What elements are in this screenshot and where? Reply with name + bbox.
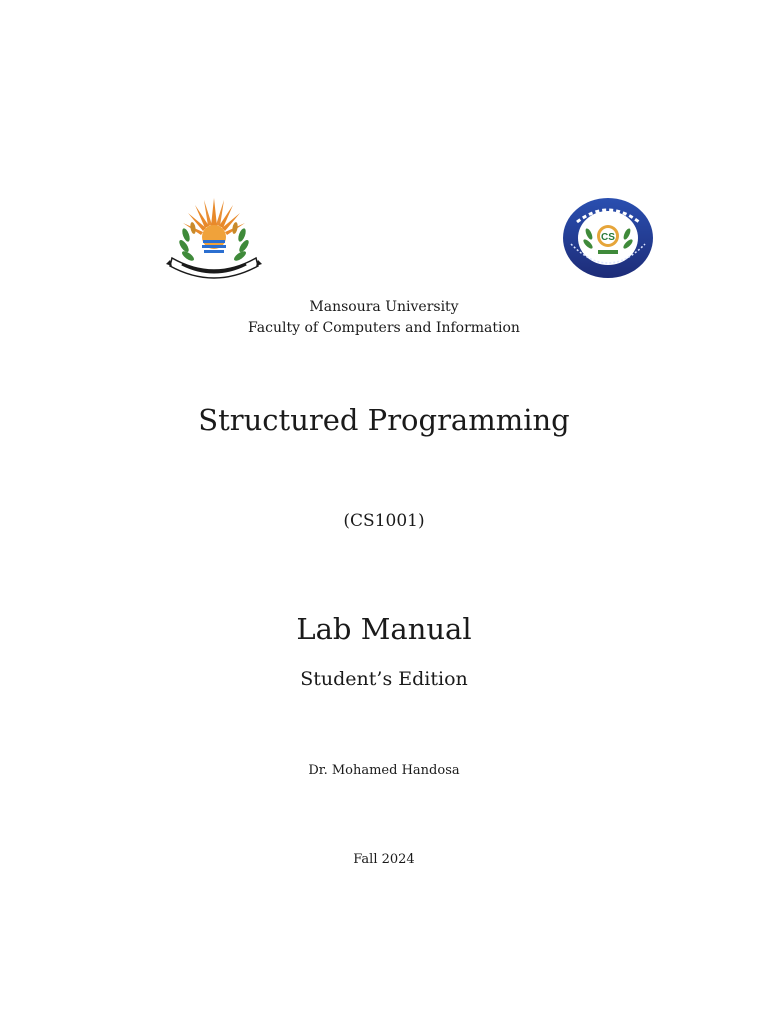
- mansoura-university-seal-icon: [166, 190, 262, 284]
- faculty-name: Faculty of Computers and Information: [248, 320, 520, 336]
- author-name: Dr. Mohamed Handosa: [308, 763, 460, 778]
- course-code: (CS1001): [343, 511, 425, 531]
- university-name: Mansoura University: [309, 299, 459, 315]
- edition-label: Student’s Edition: [300, 668, 468, 690]
- manual-title: Lab Manual: [296, 612, 472, 646]
- svg-text:CS: CS: [601, 232, 615, 243]
- course-title: Structured Programming: [198, 403, 570, 437]
- faculty-of-computers-seal-icon: [561, 196, 655, 280]
- term-label: Fall 2024: [353, 852, 415, 867]
